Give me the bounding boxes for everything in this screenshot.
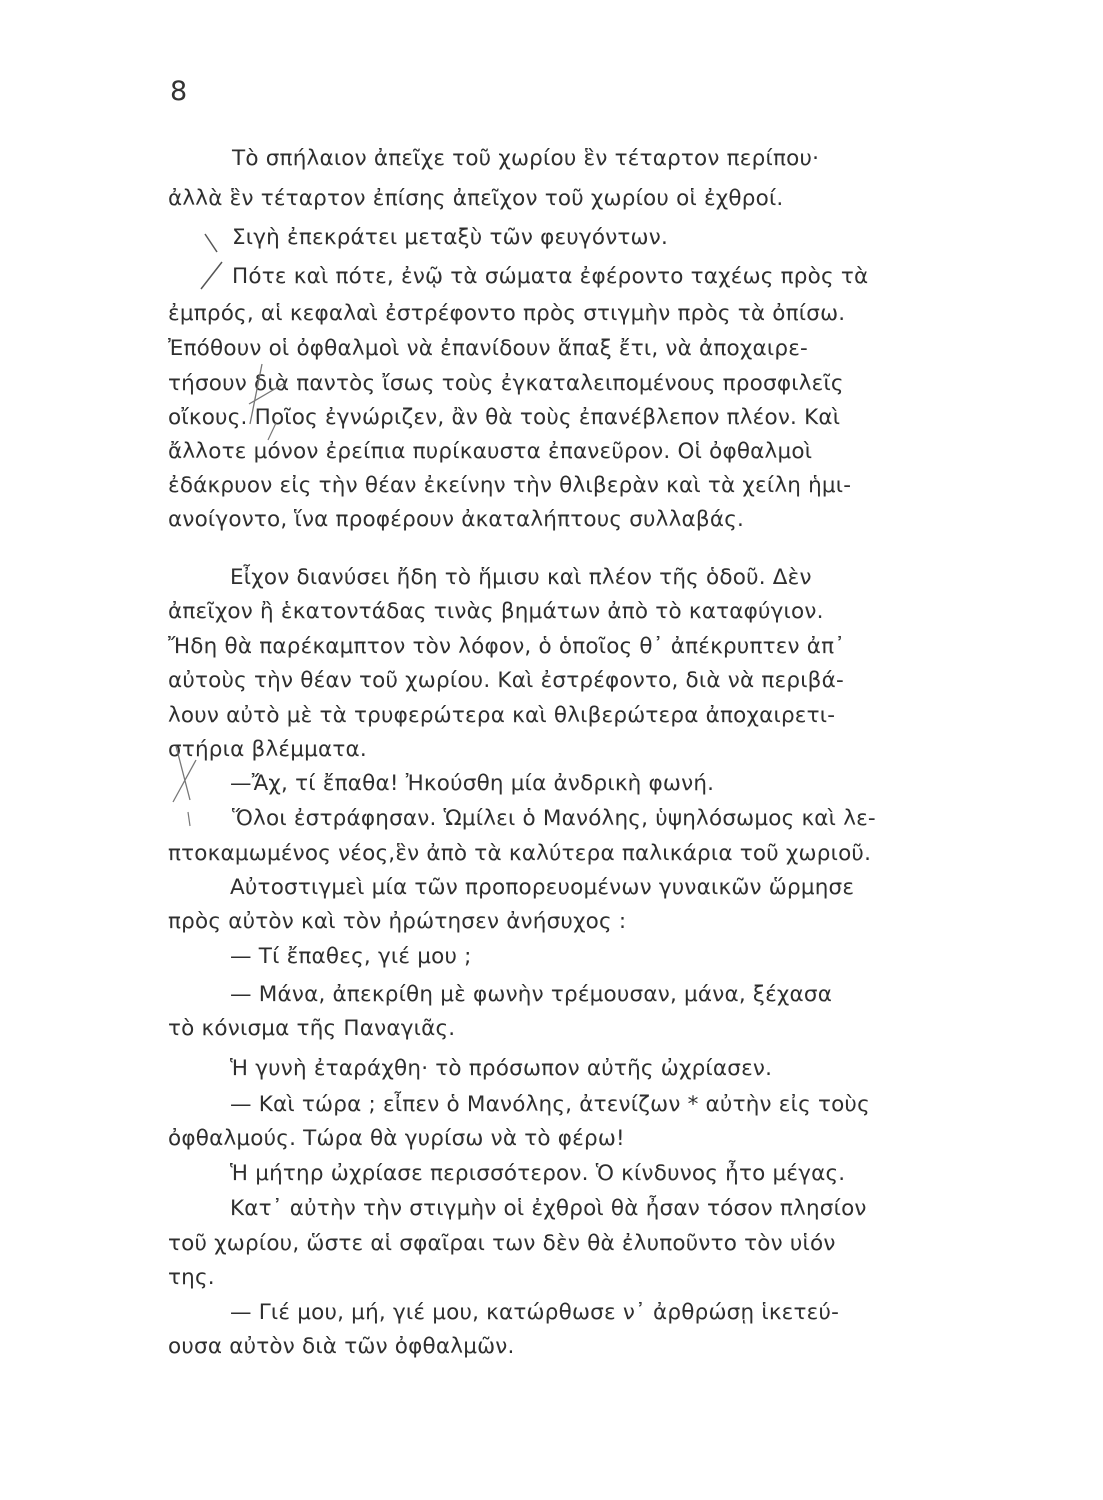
text-line: Τὸ σπήλαιον ἀπεῖχε τοῦ χωρίου ἓν τέταρτον περίπου· — [232, 146, 820, 171]
text-line: — Τί ἔπαθες, γιέ μου ; — [230, 944, 472, 969]
text-line: Κατ᾿ αὐτὴν τὴν στιγμὴν οἱ ἐχθροὶ θὰ ἦσαν τόσον πλησίον — [230, 1196, 867, 1221]
text-line: οἴκους. Ποῖος ἐγνώριζεν, ἂν θὰ τοὺς ἐπανέβλεπον πλέον. Καὶ — [168, 405, 841, 430]
text-line: πτοκαμωμένος νέος,ἓν ἀπὸ τὰ καλύτερα παλικάρια τοῦ χωριοῦ. — [168, 841, 872, 866]
text-line: Ἡ μήτηρ ὠχρίασε περισσότερον. Ὁ κίνδυνος ἦτο μέγας. — [230, 1161, 846, 1186]
text-line: Ἐπόθουν οἱ ὀφθαλμοὶ νὰ ἐπανίδουν ἅπαξ ἔτι, νὰ ἀποχαιρε- — [168, 336, 809, 361]
text-line: ὀφθαλμούς. Τώρα θὰ γυρίσω νὰ τὸ φέρω! — [168, 1126, 625, 1151]
text-line: Ὅλοι ἐστράφησαν. Ὡμίλει ὁ Μανόλης, ὑψηλόσωμος καὶ λε- — [232, 806, 876, 831]
text-line: Ἡ γυνὴ ἐταράχθη· τὸ πρόσωπον αὐτῆς ὠχρίασεν. — [230, 1056, 773, 1081]
text-line: — Καὶ τώρα ; εἶπεν ὁ Μανόλης, ἀτενίζων * αὐτὴν εἰς τοὺς — [230, 1092, 870, 1117]
text-line: τοῦ χωρίου, ὥστε αἱ σφαῖραι των δὲν θὰ ἐλυποῦντο τὸν υἱόν — [168, 1231, 836, 1256]
text-line: λουν αὐτὸ μὲ τὰ τρυφερώτερα καὶ θλιβερώτερα ἀποχαιρετι- — [168, 703, 836, 728]
text-line: —Ἄχ, τί ἔπαθα! Ἠκούσθη μία ἀνδρικὴ φωνή. — [230, 771, 715, 796]
text-line: ἄλλοτε μόνον ἐρείπια πυρίκαυστα ἐπανεῦρον. Οἱ ὀφθαλμοὶ — [168, 439, 813, 464]
text-line: ἐμπρός, αἱ κεφαλαὶ ἐστρέφοντο πρὸς στιγμὴν πρὸς τὰ ὀπίσω. — [168, 301, 846, 326]
page-number: 8 — [170, 76, 188, 107]
text-line: Σιγὴ ἐπεκράτει μεταξὺ τῶν φευγόντων. — [232, 225, 668, 250]
text-line: ανοίγοντο, ἵνα προφέρουν ἀκαταλήπτους συλλαβάς. — [168, 507, 745, 532]
text-line: ουσα αὐτὸν διὰ τῶν ὀφθαλμῶν. — [168, 1334, 515, 1359]
text-line: — Μάνα, ἀπεκρίθη μὲ φωνὴν τρέμουσαν, μάνα, ξέχασα — [230, 982, 833, 1007]
text-line: τήσουν διὰ παντὸς ἴσως τοὺς ἐγκαταλειπομένους προσφιλεῖς — [168, 371, 844, 396]
text-line: αὐτοὺς τὴν θέαν τοῦ χωρίου. Καὶ ἐστρέφοντο, διὰ νὰ περιβά- — [168, 668, 844, 693]
text-line: Ἤδη θὰ παρέκαμπτον τὸν λόφον, ὁ ὁποῖος θ᾿ ἀπέκρυπτεν ἀπ᾿ — [168, 634, 846, 659]
text-line: Πότε καὶ πότε, ἐνῷ τὰ σώματα ἐφέροντο ταχέως πρὸς τὰ — [232, 264, 869, 289]
text-line: Εἶχον διανύσει ἤδη τὸ ἥμισυ καὶ πλέον τῆς ὁδοῦ. Δὲν — [230, 565, 812, 590]
text-line: τὸ κόνισμα τῆς Παναγιᾶς. — [168, 1016, 456, 1041]
text-line: ἀπεῖχον ἢ ἑκατοντάδας τινὰς βημάτων ἀπὸ τὸ καταφύγιον. — [168, 599, 824, 624]
text-line: στήρια βλέμματα. — [168, 737, 367, 762]
text-line: ἐδάκρυον εἰς τὴν θέαν ἐκείνην τὴν θλιβερὰν καὶ τὰ χείλη ἡμι- — [168, 473, 852, 498]
text-line: Αὐτοστιγμεὶ μία τῶν προπορευομένων γυναικῶν ὥρμησε — [230, 875, 855, 900]
text-line: της. — [168, 1265, 215, 1290]
text-line: ἀλλὰ ἓν τέταρτον ἐπίσης ἀπεῖχον τοῦ χωρίου οἱ ἐχθροί. — [168, 186, 784, 211]
text-line: πρὸς αὐτὸν καὶ τὸν ἠρώτησεν ἀνήσυχος : — [168, 909, 627, 934]
text-line: — Γιέ μου, μή, γιέ μου, κατώρθωσε ν᾿ ἀρθρώσῃ ἱκετεύ- — [230, 1300, 840, 1325]
